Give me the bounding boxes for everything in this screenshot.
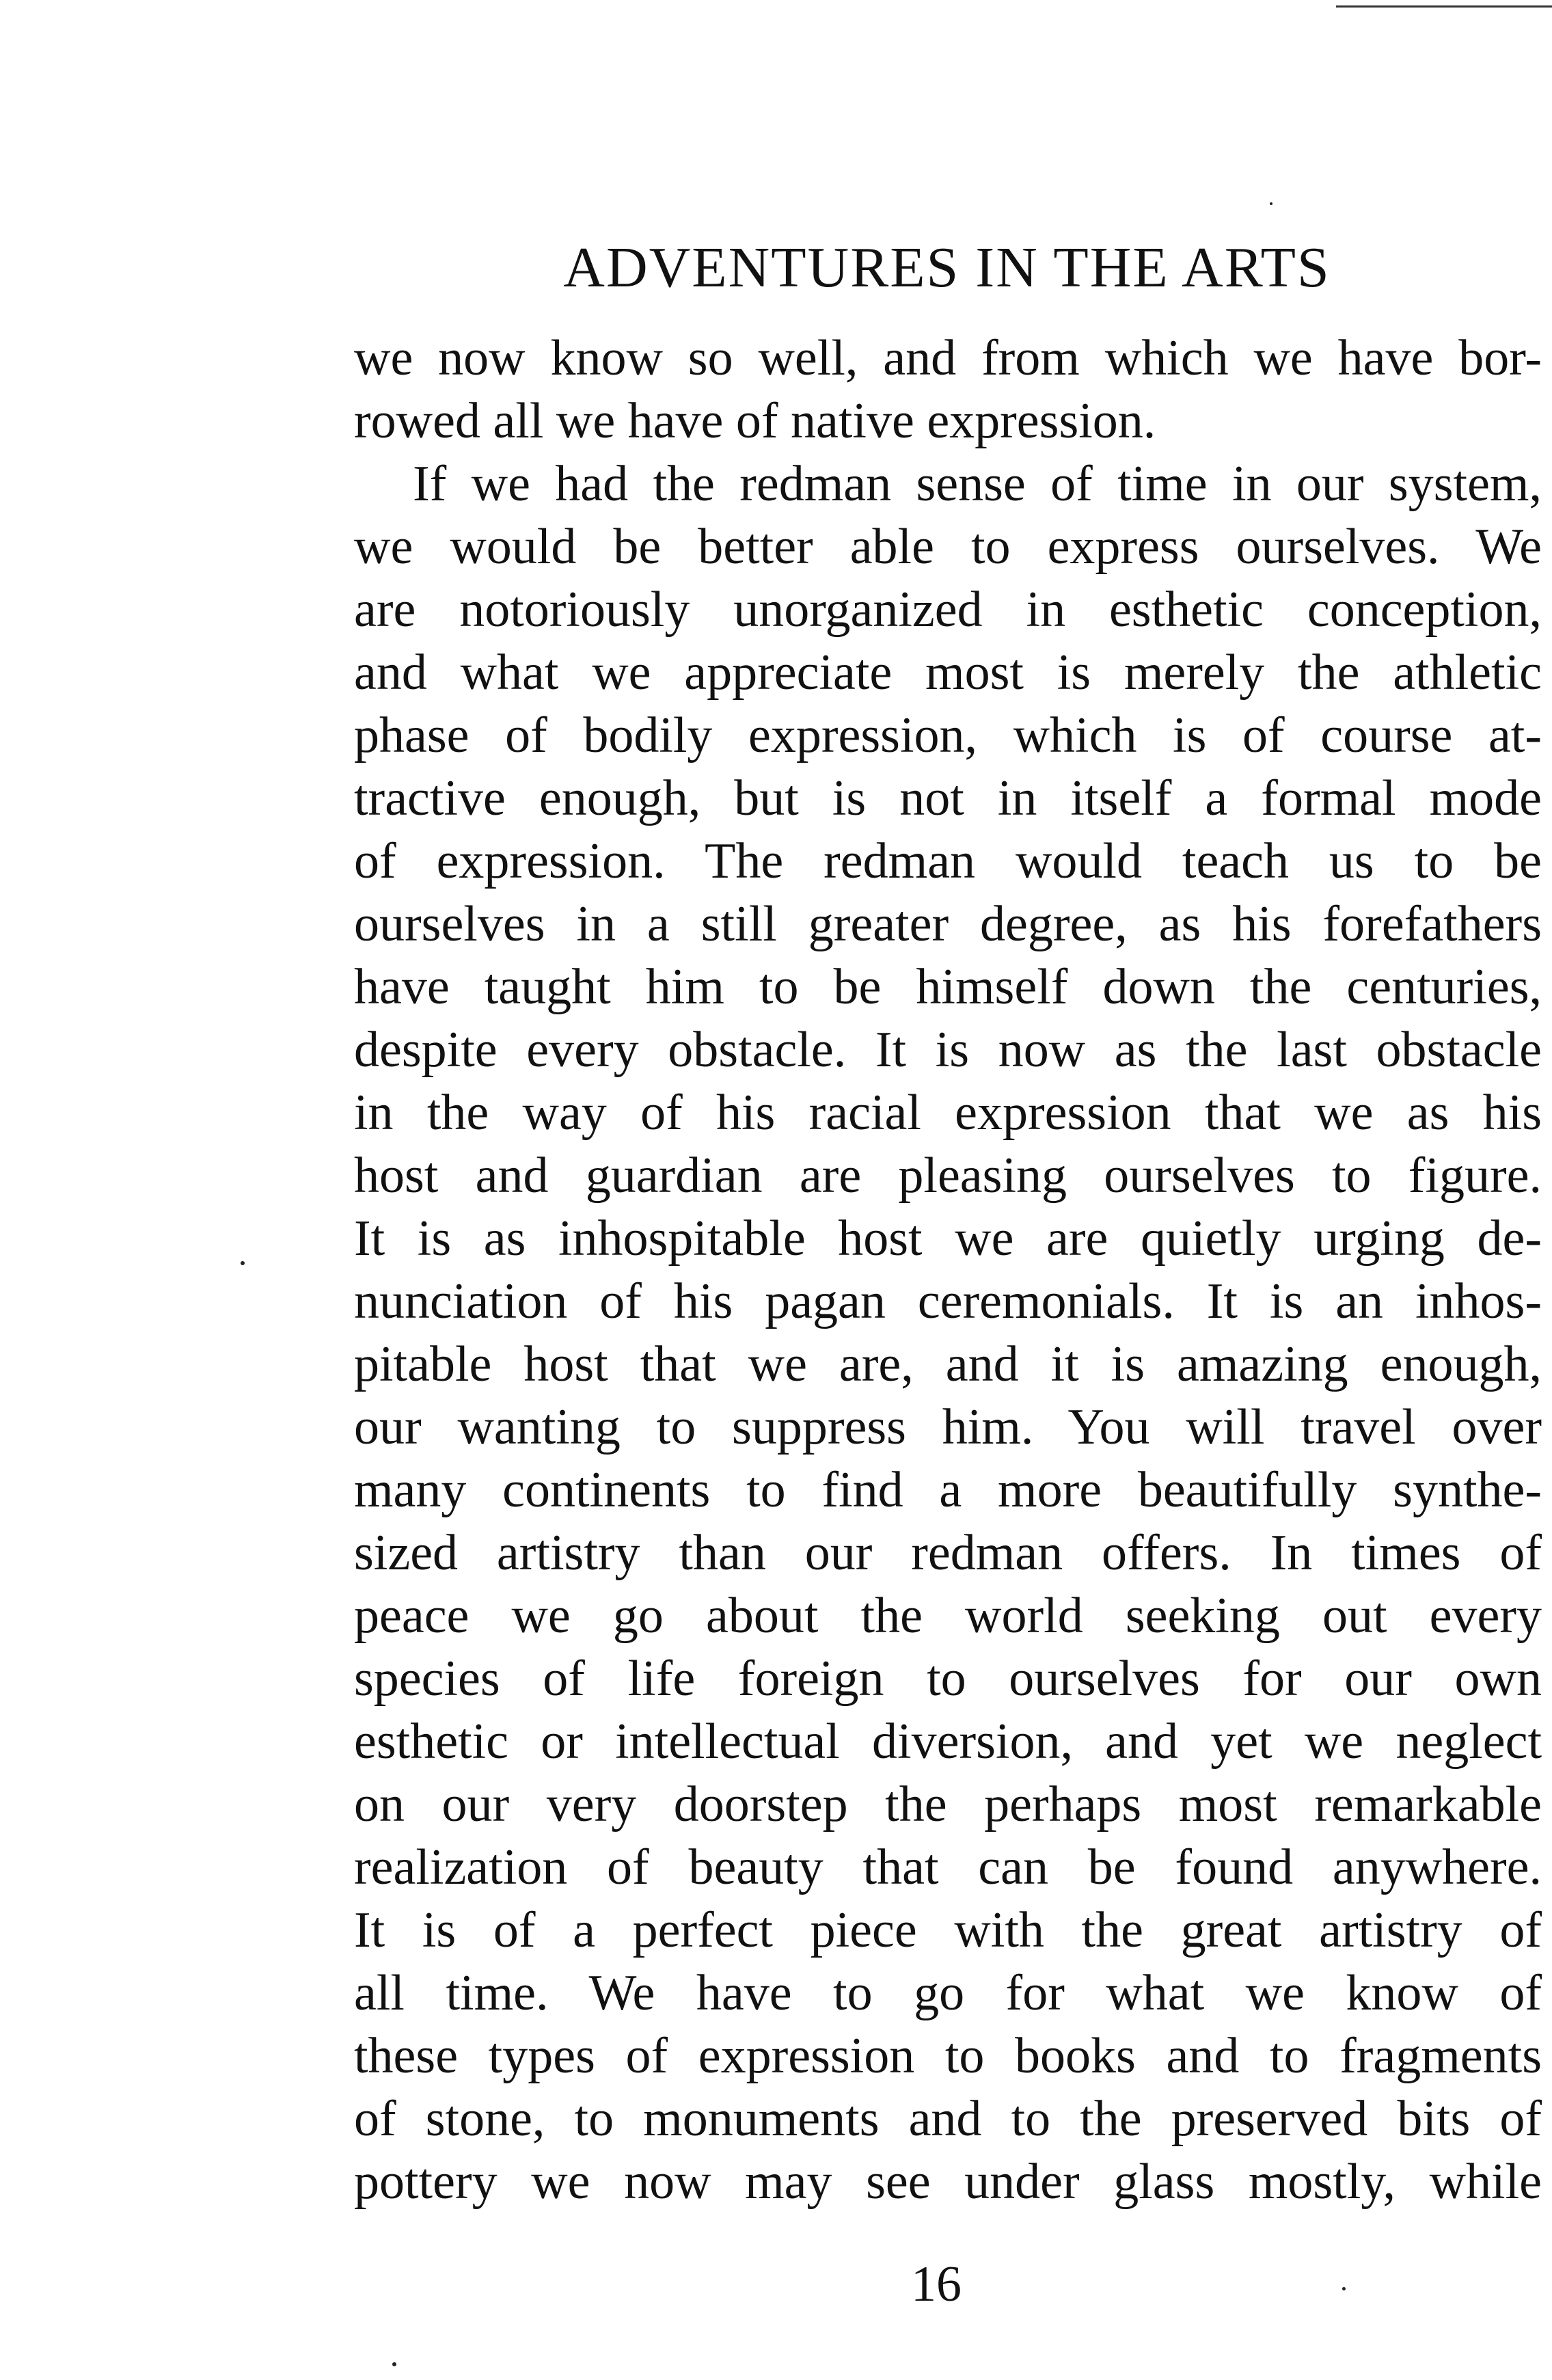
page-number: 16 — [911, 2256, 962, 2312]
text-line: we would be better able to express ourselves. We — [354, 519, 1542, 575]
text-line: esthetic or intellectual diversion, and yet we neglect — [354, 1714, 1542, 1770]
text-line: It is as inhospitable host we are quietly urging de- — [354, 1211, 1542, 1267]
print-speck — [241, 1261, 245, 1265]
text-line: host and guardian are pleasing ourselves to figure. — [354, 1148, 1542, 1204]
text-line: many continents to find a more beautifully synthe- — [354, 1462, 1542, 1518]
text-line: of stone, to monuments and to the preserved bits of — [354, 2091, 1542, 2147]
running-head: ADVENTURES IN THE ARTS — [563, 236, 1331, 299]
text-line: these types of expression to books and to fragments — [354, 2028, 1542, 2084]
text-line: phase of bodily expression, which is of course at- — [354, 707, 1542, 763]
text-line: peace we go about the world seeking out every — [354, 1588, 1542, 1644]
text-line: despite every obstacle. It is now as the last obstacle — [354, 1022, 1542, 1078]
top-edge-rule — [1336, 5, 1552, 8]
text-line: sized artistry than our redman offers. In times of — [354, 1525, 1542, 1581]
text-line: rowed all we have of native expression. — [354, 393, 1156, 449]
text-line: we now know so well, and from which we have bor- — [354, 330, 1542, 386]
text-line: pottery we now may see under glass mostly, while — [354, 2154, 1542, 2210]
print-speck — [1342, 2287, 1346, 2290]
text-line: and what we appreciate most is merely the athletic — [354, 645, 1542, 701]
print-speck — [392, 2362, 396, 2366]
text-line: realization of beauty that can be found anywhere. — [354, 1839, 1542, 1895]
text-line: nunciation of his pagan ceremonials. It is an inhos- — [354, 1273, 1542, 1329]
text-line: tractive enough, but is not in itself a formal mode — [354, 770, 1542, 826]
text-line: ourselves in a still greater degree, as his forefathers — [354, 896, 1542, 952]
text-line: have taught him to be himself down the centuries, — [354, 959, 1542, 1015]
text-line: species of life foreign to ourselves for our own — [354, 1651, 1542, 1707]
text-line: of expression. The redman would teach us to be — [354, 833, 1542, 889]
text-line: If we had the redman sense of time in our system, — [413, 456, 1542, 512]
print-speck — [1270, 202, 1272, 205]
text-line: pitable host that we are, and it is amazing enough, — [354, 1336, 1542, 1392]
text-line: our wanting to suppress him. You will travel over — [354, 1399, 1542, 1455]
text-line: in the way of his racial expression that we as his — [354, 1085, 1542, 1141]
text-line: It is of a perfect piece with the great artistry of — [354, 1902, 1542, 1958]
body-text — [354, 327, 1542, 2213]
text-line: on our very doorstep the perhaps most remarkable — [354, 1776, 1542, 1833]
text-line: are notoriously unorganized in esthetic conception, — [354, 582, 1542, 638]
text-line: all time. We have to go for what we know of — [354, 1965, 1542, 2021]
